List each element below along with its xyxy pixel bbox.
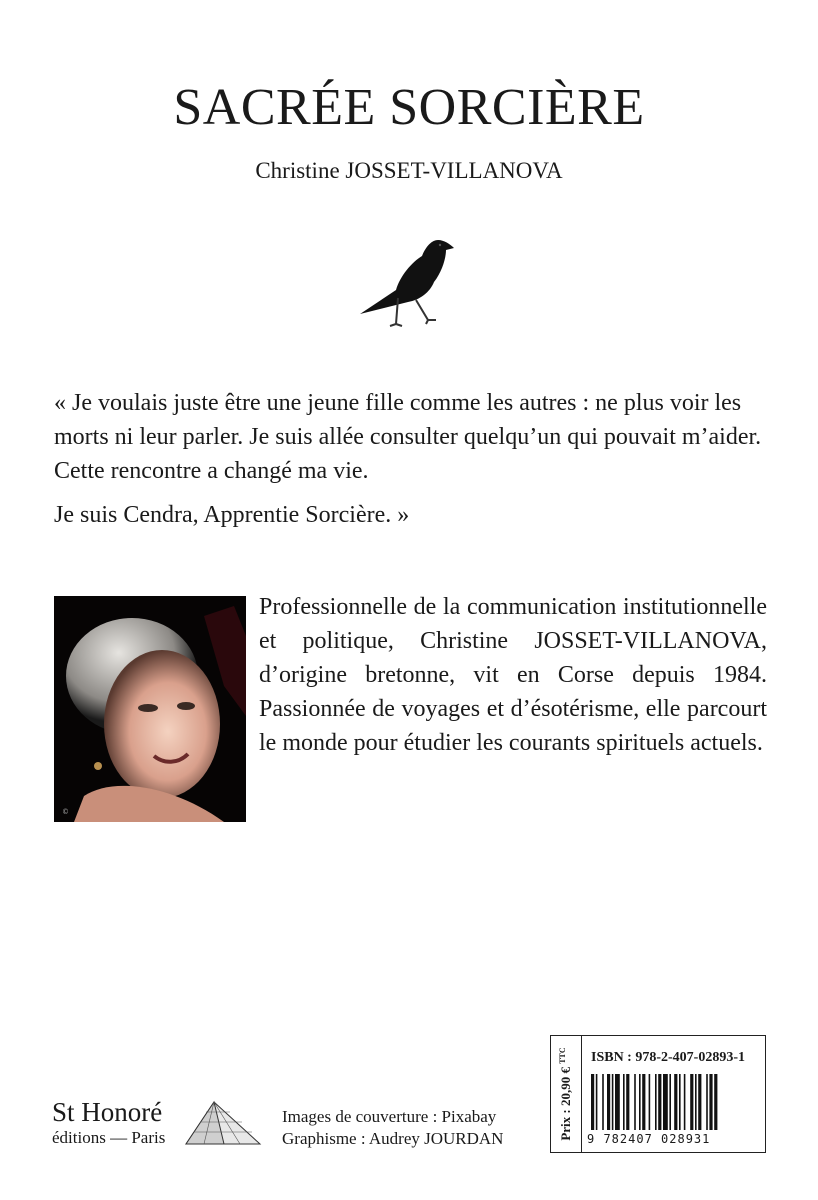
barcode-bar — [690, 1074, 693, 1130]
barcode-bar — [602, 1074, 604, 1130]
barcode-bar — [634, 1074, 636, 1130]
barcode-bar — [615, 1074, 620, 1130]
barcode-bar — [663, 1074, 668, 1130]
barcode-bar — [623, 1074, 625, 1130]
credit-images: Images de couverture : Pixabay — [282, 1107, 497, 1126]
publisher-logo — [52, 1098, 262, 1158]
barcode-bar — [706, 1074, 708, 1130]
barcode-bar — [674, 1074, 677, 1130]
barcode-bar — [626, 1074, 629, 1130]
author-photo — [54, 596, 246, 822]
isbn-barcode-block — [550, 1035, 766, 1153]
price-panel — [551, 1036, 582, 1152]
book-author: Christine JOSSET-VILLANOVA — [255, 158, 563, 183]
book-title: SACRÉE SORCIÈRE — [173, 79, 645, 136]
barcode-digits: 9 782407 028931 — [587, 1132, 711, 1146]
barcode-bar — [642, 1074, 645, 1130]
barcode-bar — [655, 1074, 657, 1130]
credit-design: Graphisme : Audrey JOURDAN — [282, 1129, 504, 1148]
publisher-subtitle: éditions — Paris — [52, 1128, 166, 1147]
barcode-bar — [698, 1074, 701, 1130]
barcode-bar — [649, 1074, 651, 1130]
barcode-bar — [695, 1074, 697, 1130]
barcode-bar — [607, 1074, 610, 1130]
svg-text:©: © — [62, 808, 69, 816]
barcode-bar — [714, 1074, 717, 1130]
barcode-bar — [684, 1074, 686, 1130]
isbn-number: ISBN : 978-2-407-02893-1 — [591, 1050, 745, 1065]
crow-icon — [356, 236, 456, 332]
publisher-name: St Honoré — [52, 1097, 163, 1127]
cover-credits — [282, 1106, 503, 1150]
barcode-bar — [679, 1074, 681, 1130]
quote-paragraph-1: « Je voulais juste être une jeune fille comme les autres : ne plus voir les morts ni leur parler. Je suis allée consulter quelqu’un qui pouvait m’aider. Cette rencontre a changé ma vie. — [54, 390, 762, 484]
barcode-bar — [709, 1074, 712, 1130]
pyramid-logo-icon — [184, 1100, 262, 1146]
barcode-bar — [596, 1074, 598, 1130]
barcode-bar — [639, 1074, 641, 1130]
barcode-bar — [658, 1074, 661, 1130]
quote-paragraph-2: Je suis Cendra, Apprentie Sorcière. » — [54, 502, 410, 528]
back-cover-quote — [54, 386, 764, 532]
barcode-bar — [591, 1074, 594, 1130]
author-bio: Professionnelle de la communication institutionnelle et politique, Christine JOSSET-VILLANOVA, d’origine bretonne, vit en Corse depuis 1984. Passionnée de voyages et d’ésotérisme, elle parcourt le monde pour étudier les courants spirituels actuels. — [259, 594, 767, 756]
price-label: Prix : 20,90 € $^{TTC}$ — [557, 1047, 574, 1141]
barcode-bar — [612, 1074, 614, 1130]
barcode-bar — [669, 1074, 671, 1130]
